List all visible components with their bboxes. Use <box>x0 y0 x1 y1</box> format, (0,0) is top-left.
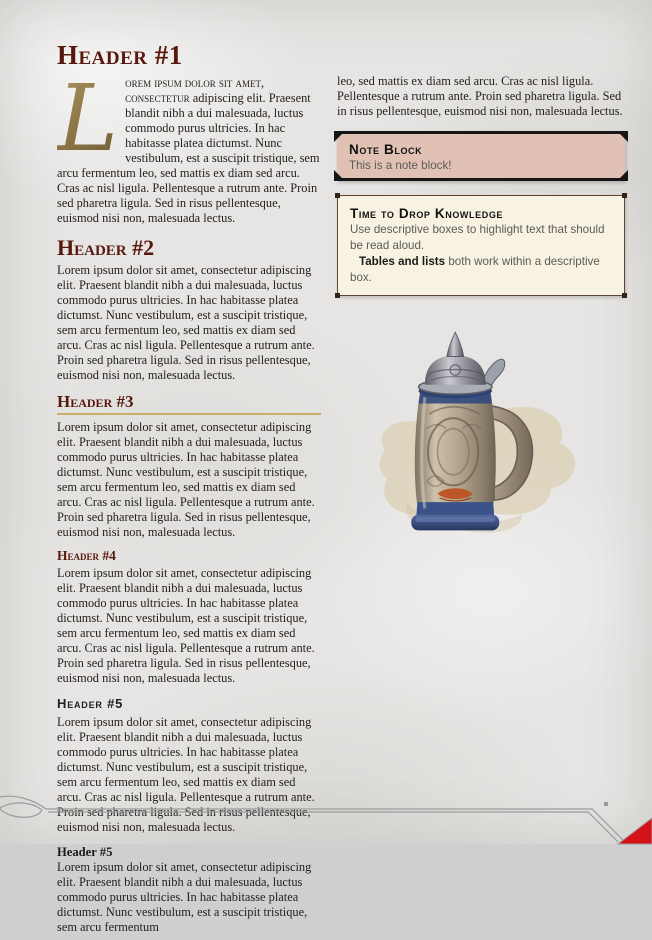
intro-small-caps-lead: orem ipsum dolor sit amet, consectetur <box>125 76 265 105</box>
header-5-smallcaps: Header #5 <box>57 696 124 711</box>
drop-cap-letter: L <box>57 76 125 158</box>
descriptive-box-line2 <box>350 254 612 286</box>
paragraph-4: Lorem ipsum dolor sit amet, consectetur adipiscing elit. Praesent blandit nibh a dui malesuada, luctus commodo purus ultricies. In hac habitasse platea dictumst. Nunc vestibulum, est a suscipit tristique, sem arcu fermentum leo, sed mattis ex diam sed arcu. Cras ac nisl ligula. Pellentesque a rutrum ante. Proin sed pharetra ligula. Sed in risus pellentesque, euismod nisi non, malesuada lectus. <box>57 566 315 685</box>
descriptive-box <box>337 195 625 296</box>
note-block-title: Note Block <box>349 142 423 157</box>
descriptive-box-corner-dot-icon <box>622 193 627 198</box>
continuation-paragraph: leo, sed mattis ex diam sed arcu. Cras ac nisl ligula. Pellentesque a rutrum ante. Proin sed pharetra ligula. Sed in risus pellentesque, euismod nisi non, malesuada lectus. <box>337 74 623 118</box>
paragraph-5: Lorem ipsum dolor sit amet, consectetur adipiscing elit. Praesent blandit nibh a dui malesuada, luctus commodo purus ultricies. In hac habitasse platea dictumst. Nunc vestibulum, est a suscipit tristique, sem arcu fermentum leo, sed mattis ex diam sed arcu. Cras ac nisl ligula. Pellentesque a rutrum ante. Proin sed pharetra ligula. Sed in risus pellentesque, euismod nisi non, malesuada lectus. <box>57 715 315 834</box>
descriptive-box-corner-dot-icon <box>335 193 340 198</box>
descriptive-box-title: Time to Drop Knowledge <box>350 206 504 221</box>
paragraph-2: Lorem ipsum dolor sit amet, consectetur adipiscing elit. Praesent blandit nibh a dui malesuada, luctus commodo purus ultricies. In hac habitasse platea dictumst. Nunc vestibulum, est a suscipit tristique, sem arcu fermentum leo, sed mattis ex diam sed arcu. Cras ac nisl ligula. Pellentesque a rutrum ante. Proin sed pharetra ligula. Sed in risus pellentesque, euismod nisi non, malesuada lectus. <box>57 263 315 382</box>
descriptive-box-line2-rest: both work within a descriptive box. <box>350 255 600 284</box>
header-2: Header #2 <box>57 235 155 260</box>
note-corner-triangle-icon <box>334 170 343 179</box>
note-block <box>337 131 625 181</box>
beer-stein-illustration <box>345 326 597 549</box>
descriptive-box-corner-dot-icon <box>622 293 627 298</box>
note-corner-triangle-icon <box>334 133 343 142</box>
intro-paragraph <box>57 65 321 226</box>
intro-body-text: adipiscing elit. Praesent blandit nibh a dui malesuada, luctus commodo purus ultricies. In hac habitasse platea dictumst. Nunc vestibulum, est a suscipit tristique, sem arcu fermentum leo, sed mattis ex diam sed arcu. Cras ac nisl ligula. Pellentesque a rutrum ante. Proin sed pharetra ligula. Sed in risus pellentesque, euismod nisi non, malesuada lectus. <box>57 91 320 225</box>
header-4: Header #4 <box>57 548 116 563</box>
note-top-border <box>334 131 628 134</box>
header-3: Header #3 <box>57 392 321 415</box>
paragraph-6-truncated: Lorem ipsum dolor sit amet, consectetur adipiscing elit. Praesent blandit nibh a dui malesuada, luctus commodo purus ultricies. In hac habitasse platea dictumst. Nunc vestibulum, est a suscipit tristique, sem arcu fermentum <box>57 860 312 934</box>
beer-stein-svg <box>345 326 597 544</box>
page-footer-decoration <box>0 792 652 844</box>
header-1: Header #1 <box>57 40 183 70</box>
paragraph-3: Lorem ipsum dolor sit amet, consectetur adipiscing elit. Praesent blandit nibh a dui malesuada, luctus commodo purus ultricies. In hac habitasse platea dictumst. Nunc vestibulum, est a suscipit tristique, sem arcu fermentum leo, sed mattis ex diam sed arcu. Cras ac nisl ligula. Pellentesque a rutrum ante. Proin sed pharetra ligula. Sed in risus pellentesque, euismod nisi non, malesuada lectus. <box>57 420 315 539</box>
note-block-body: This is a note block! <box>349 159 452 172</box>
descriptive-box-corner-dot-icon <box>335 293 340 298</box>
header-5-bold-serif: Header #5 <box>57 845 113 859</box>
descriptive-box-line2-bold: Tables and lists <box>359 255 446 268</box>
note-corner-triangle-icon <box>619 133 628 142</box>
note-bottom-border <box>334 178 628 181</box>
descriptive-box-line1: Use descriptive boxes to highlight text that should be read aloud. <box>350 223 605 252</box>
